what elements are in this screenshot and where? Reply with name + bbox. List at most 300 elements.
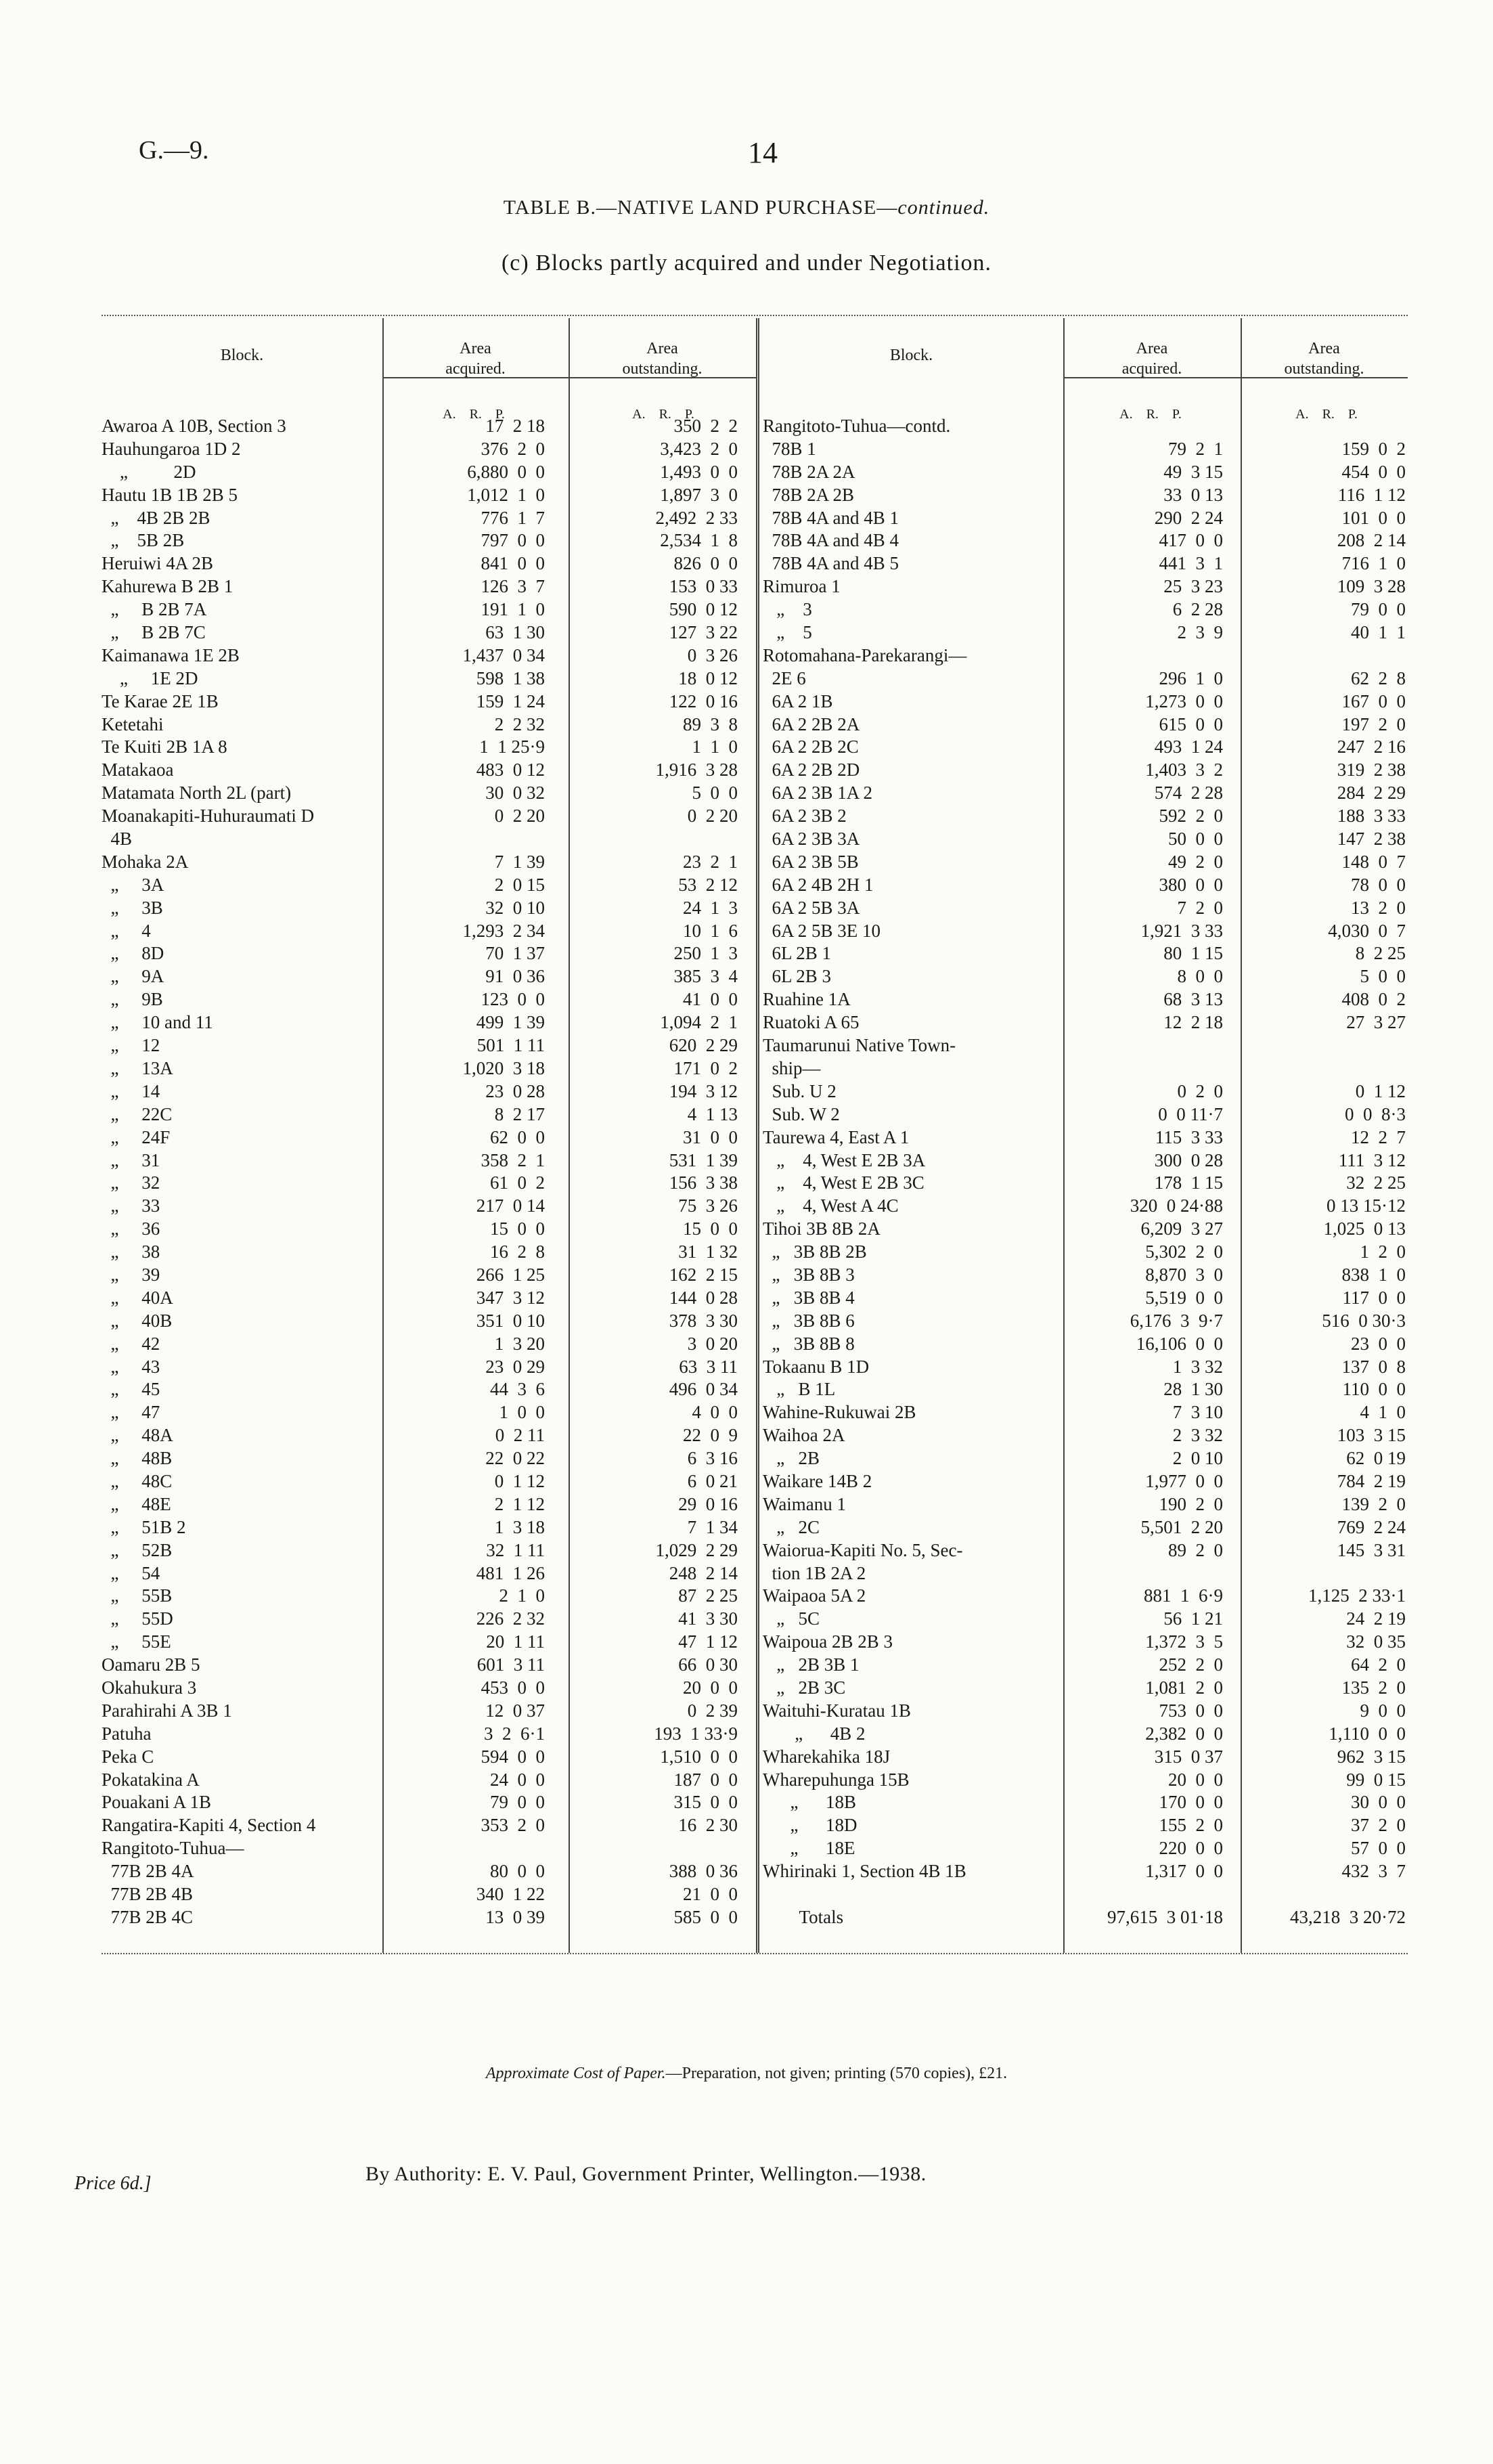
area-outstanding: 385 3 4 (673, 966, 738, 987)
area-outstanding: 1 2 0 (1360, 1241, 1406, 1262)
area-outstanding: 1,125 2 33·1 (1308, 1585, 1406, 1606)
block-name: „ 13A (102, 1057, 173, 1078)
area-outstanding: 32 2 25 (1346, 1172, 1406, 1193)
area-acquired: 170 0 0 (1159, 1792, 1223, 1813)
area-acquired: 32 1 11 (486, 1539, 545, 1560)
block-name: Wharepuhunga 15B (763, 1769, 910, 1790)
area-outstanding: 10 1 6 (683, 920, 738, 941)
table-row (763, 507, 1408, 530)
area-outstanding: 41 3 30 (678, 1608, 738, 1629)
area-acquired: 1 0 0 (499, 1402, 545, 1423)
block-name: Patuha (102, 1723, 152, 1744)
area-outstanding: 117 0 0 (1342, 1287, 1406, 1308)
block-name: „ 3B (102, 897, 163, 918)
area-acquired: 841 0 0 (481, 553, 545, 574)
table-row (763, 965, 1408, 988)
area-acquired: 300 0 28 (1154, 1149, 1223, 1170)
block-name: „ 18D (763, 1815, 857, 1836)
area-outstanding: 408 0 2 (1341, 989, 1406, 1010)
table-row (763, 1356, 1408, 1379)
block-name: Parahirahi A 3B 1 (102, 1700, 232, 1721)
area-outstanding: 193 1 33·9 (654, 1723, 738, 1744)
table-row (763, 1700, 1408, 1723)
block-name: Te Karae 2E 1B (102, 690, 219, 711)
area-acquired: 1 3 18 (494, 1516, 545, 1537)
table-row (102, 1677, 756, 1700)
block-name: „ 14 (102, 1080, 160, 1101)
block-name: 6A 2 5B 3E 10 (763, 920, 881, 941)
block-name: „ 51B 2 (102, 1516, 186, 1537)
area-outstanding: 13 2 0 (1351, 897, 1406, 918)
price-note: Price 6d.] (74, 2173, 152, 2194)
area-outstanding: 64 2 0 (1351, 1654, 1406, 1675)
area-acquired: 159 1 24 (476, 690, 545, 711)
area-acquired: 70 1 37 (485, 943, 545, 964)
col-header-acquired-right: Area acquired. (1121, 340, 1182, 378)
area-acquired: 61 0 2 (490, 1172, 545, 1193)
area-acquired: 1,273 0 0 (1145, 690, 1223, 711)
table-row (763, 1424, 1408, 1447)
area-acquired: 797 0 0 (481, 530, 545, 551)
block-name: Tihoi 3B 8B 2A (763, 1218, 881, 1239)
area-outstanding: 1,897 3 0 (660, 484, 738, 505)
area-acquired: 20 0 0 (1168, 1769, 1223, 1790)
block-name: „ 3A (102, 874, 164, 895)
table-bottom-rule (102, 1953, 1408, 1954)
block-name: „ 4 (102, 920, 151, 941)
area-outstanding: 4 1 13 (687, 1103, 738, 1124)
block-name: „ 1E 2D (102, 667, 198, 688)
cost-footnote-lead: Approximate Cost of Paper. (485, 2065, 666, 2082)
block-name: Peka C (102, 1746, 154, 1767)
area-outstanding: 122 0 16 (669, 690, 738, 711)
table-row (102, 1769, 756, 1792)
area-acquired: 91 0 36 (485, 966, 545, 987)
table-row (763, 484, 1408, 507)
block-name: Pokatakina A (102, 1769, 200, 1790)
area-acquired: 252 2 0 (1159, 1654, 1223, 1675)
block-name: Whirinaki 1, Section 4B 1B (763, 1861, 966, 1882)
table-row (102, 805, 756, 828)
block-name: Tokaanu B 1D (763, 1356, 870, 1377)
table-row (763, 1378, 1408, 1401)
area-outstanding: 315 0 0 (673, 1792, 738, 1813)
area-acquired: 97,615 3 01·18 (1107, 1906, 1223, 1927)
block-name: Matakaoa (102, 760, 174, 780)
area-acquired: 89 2 0 (1168, 1539, 1223, 1560)
block-name: Waihoa 2A (763, 1425, 845, 1446)
block-name: Awaroa A 10B, Section 3 (102, 416, 286, 436)
block-name: „ 4, West E 2B 3C (763, 1172, 924, 1193)
block-name: „ 2D (102, 461, 196, 482)
area-outstanding: 30 0 0 (1351, 1792, 1406, 1813)
area-outstanding: 5 0 0 (692, 783, 738, 804)
block-name: 6A 2 3B 5B (763, 851, 859, 872)
block-name: Ketetahi (102, 713, 164, 734)
area-outstanding: 9 0 0 (1360, 1700, 1406, 1721)
table-row (763, 1011, 1408, 1034)
table-row (102, 690, 756, 713)
block-name: Waimanu 1 (763, 1493, 847, 1514)
block-name: „ 9B (102, 989, 163, 1010)
table-row (102, 874, 756, 897)
block-name: Pouakani A 1B (102, 1792, 212, 1813)
area-outstanding: 4,030 0 7 (1328, 920, 1406, 941)
block-name: Rotomahana-Parekarangi— (763, 644, 967, 665)
area-acquired: 592 2 0 (1159, 806, 1223, 827)
table-row (102, 461, 756, 484)
area-outstanding: 620 2 29 (669, 1035, 738, 1056)
area-outstanding: 284 2 29 (1337, 783, 1406, 804)
area-outstanding: 31 0 0 (683, 1126, 738, 1147)
area-acquired: 2 2 32 (494, 713, 545, 734)
area-outstanding: 153 0 33 (669, 576, 738, 597)
block-name: 6A 2 3B 1A 2 (763, 783, 873, 804)
table-row (102, 1126, 756, 1149)
table-row (763, 1034, 1408, 1057)
block-name: Matamata North 2L (part) (102, 783, 292, 804)
block-name: Waipaoa 5A 2 (763, 1585, 866, 1606)
area-outstanding: 496 0 34 (669, 1379, 738, 1400)
area-acquired: 483 0 12 (476, 760, 545, 780)
block-name: „ 12 (102, 1035, 160, 1056)
area-acquired: 5,501 2 20 (1140, 1516, 1223, 1537)
area-outstanding: 247 2 16 (1337, 736, 1406, 757)
area-outstanding: 75 3 26 (678, 1195, 738, 1216)
area-acquired: 380 0 0 (1159, 874, 1223, 895)
area-outstanding: 1,029 2 29 (655, 1539, 738, 1560)
block-name: 78B 2A 2A (763, 461, 855, 482)
area-outstanding: 103 3 15 (1337, 1425, 1406, 1446)
block-name: „ 42 (102, 1333, 160, 1354)
table-row (102, 942, 756, 965)
block-name: 6L 2B 3 (763, 966, 831, 987)
area-acquired: 8 2 17 (494, 1103, 545, 1124)
block-name: „ 4B 2B 2B (102, 507, 210, 528)
table-row (763, 942, 1408, 965)
col-header-outstanding-left: Area outstanding. (622, 340, 703, 378)
area-outstanding: 2,492 2 33 (655, 507, 738, 528)
header-rule-left (382, 377, 756, 378)
block-name: „ 3B 8B 2B (763, 1241, 867, 1262)
area-acquired: 191 1 0 (481, 599, 545, 620)
table-row (763, 1654, 1408, 1677)
block-name: ship— (763, 1057, 821, 1078)
col-header-acquired-left: Area acquired. (445, 340, 506, 378)
area-acquired: 63 1 30 (485, 622, 545, 643)
table-row (102, 1562, 756, 1585)
block-name: 78B 4A and 4B 4 (763, 530, 899, 551)
block-name: „ 2B (763, 1448, 820, 1469)
table-row (102, 920, 756, 943)
block-name: Sub. W 2 (763, 1103, 840, 1124)
area-acquired: 23 0 28 (485, 1080, 545, 1101)
block-name: Mohaka 2A (102, 851, 189, 872)
block-name: „ 55E (102, 1631, 171, 1652)
area-outstanding: 24 2 19 (1346, 1608, 1406, 1629)
table-title-main: TABLE B.—NATIVE LAND PURCHASE— (503, 196, 898, 219)
block-name: „ 55B (102, 1585, 173, 1606)
block-name: „ 47 (102, 1402, 160, 1423)
area-outstanding: 248 2 14 (669, 1562, 738, 1583)
block-name: Taurewa 4, East A 1 (763, 1126, 910, 1147)
table-row (763, 1516, 1408, 1539)
area-outstanding: 4 0 0 (692, 1402, 738, 1423)
cost-footnote-rest: —Preparation, not given; printing (570 copies), £21. (665, 2065, 1008, 2082)
block-name: Hautu 1B 1B 2B 5 (102, 484, 238, 505)
area-outstanding: 8 2 25 (1355, 943, 1406, 964)
area-outstanding: 101 0 0 (1341, 507, 1406, 528)
table-row (763, 1539, 1408, 1562)
table-row (102, 1700, 756, 1723)
area-outstanding: 0 0 8·3 (1345, 1103, 1406, 1124)
area-outstanding: 37 2 0 (1351, 1815, 1406, 1836)
block-name: Moanakapiti-Huhuraumati D (102, 806, 315, 827)
area-acquired: 155 2 0 (1159, 1815, 1223, 1836)
area-outstanding: 516 0 30·3 (1322, 1310, 1406, 1331)
block-name: „ 24F (102, 1126, 171, 1147)
area-acquired: 1,020 3 18 (462, 1057, 545, 1078)
area-outstanding: 716 1 0 (1341, 553, 1406, 574)
area-acquired: 1,317 0 0 (1145, 1861, 1223, 1882)
area-acquired: 2 1 12 (494, 1493, 545, 1514)
area-outstanding: 0 13 15·12 (1327, 1195, 1406, 1216)
block-name: „ 18B (763, 1792, 856, 1813)
area-acquired: 8 0 0 (1177, 966, 1223, 987)
table-row (763, 1791, 1408, 1814)
table-row (102, 965, 756, 988)
table-row (763, 1860, 1408, 1883)
table-row (102, 1516, 756, 1539)
area-acquired: 1,372 3 5 (1145, 1631, 1223, 1652)
table-row (763, 1080, 1408, 1103)
block-name: 6A 2 2B 2D (763, 760, 860, 780)
table-row (102, 1057, 756, 1080)
block-name: „ 48A (102, 1425, 173, 1446)
block-name: 77B 2B 4B (102, 1884, 194, 1904)
area-acquired: 1,977 0 0 (1145, 1470, 1223, 1491)
table-row (763, 1401, 1408, 1424)
area-acquired: 33 0 13 (1163, 484, 1223, 505)
area-outstanding: 1,916 3 28 (655, 760, 738, 780)
area-outstanding: 79 0 0 (1351, 599, 1406, 620)
block-name: „ 40A (102, 1287, 173, 1308)
block-name: „ 39 (102, 1264, 160, 1285)
table-row (102, 782, 756, 805)
area-acquired: 290 2 24 (1154, 507, 1223, 528)
table-row (763, 1723, 1408, 1746)
table-row (763, 1103, 1408, 1126)
block-name: „ 48B (102, 1448, 173, 1469)
block-name: „ 4, West E 2B 3A (763, 1149, 926, 1170)
area-acquired: 226 2 32 (476, 1608, 545, 1629)
area-outstanding: 21 0 0 (683, 1884, 738, 1904)
table-row (102, 644, 756, 667)
area-outstanding: 585 0 0 (673, 1906, 738, 1927)
area-acquired: 376 2 0 (481, 438, 545, 459)
table-row (102, 1424, 756, 1447)
table-row (763, 736, 1408, 759)
block-name: „ 33 (102, 1195, 160, 1216)
block-name: „ 3B 8B 8 (763, 1333, 855, 1354)
block-name: 77B 2B 4C (102, 1906, 194, 1927)
area-acquired: 499 1 39 (476, 1012, 545, 1033)
block-name: „ 5B 2B (102, 530, 185, 551)
area-outstanding: 89 3 8 (683, 713, 738, 734)
block-name: Hauhungaroa 1D 2 (102, 438, 241, 459)
area-outstanding: 5 0 0 (1360, 966, 1406, 987)
area-outstanding: 87 2 25 (678, 1585, 738, 1606)
block-name: „ 36 (102, 1218, 160, 1239)
area-acquired: 1,921 3 33 (1140, 920, 1223, 941)
table-row (102, 1723, 756, 1746)
area-acquired: 358 2 1 (481, 1149, 545, 1170)
area-outstanding: 29 0 16 (678, 1493, 738, 1514)
area-outstanding: 531 1 39 (669, 1149, 738, 1170)
area-outstanding: 194 3 12 (669, 1080, 738, 1101)
area-outstanding: 0 2 20 (687, 806, 738, 827)
area-outstanding: 171 0 2 (673, 1057, 738, 1078)
area-acquired: 493 1 24 (1154, 736, 1223, 757)
table-row (763, 1677, 1408, 1700)
block-name: „ 9A (102, 966, 164, 987)
block-name: Ruatoki A 65 (763, 1012, 860, 1033)
area-outstanding: 1,094 2 1 (660, 1012, 738, 1033)
area-acquired: 3 2 6·1 (484, 1723, 545, 1744)
area-acquired: 44 3 6 (490, 1379, 545, 1400)
area-outstanding: 826 0 0 (673, 553, 738, 574)
page-ref: G.—9. (139, 136, 209, 164)
table-row (763, 598, 1408, 621)
block-name: „ 8D (102, 943, 164, 964)
area-outstanding: 3,423 2 0 (660, 438, 738, 459)
block-name: Wahine-Rukuwai 2B (763, 1402, 916, 1423)
block-name: „ 22C (102, 1103, 173, 1124)
area-acquired: 340 1 22 (476, 1884, 545, 1904)
area-outstanding: 167 0 0 (1341, 690, 1406, 711)
table-row (102, 529, 756, 552)
table-row (763, 621, 1408, 644)
area-outstanding: 147 2 38 (1337, 829, 1406, 850)
table-row (102, 621, 756, 644)
table-row (763, 1264, 1408, 1287)
area-acquired: 417 0 0 (1159, 530, 1223, 551)
table-row (763, 828, 1408, 851)
area-outstanding: 62 2 8 (1351, 667, 1406, 688)
area-acquired: 30 0 32 (485, 783, 545, 804)
table-row (102, 1883, 756, 1906)
table-row (763, 1218, 1408, 1241)
block-name: „ 45 (102, 1379, 160, 1400)
area-outstanding: 32 0 35 (1346, 1631, 1406, 1652)
area-outstanding: 962 3 15 (1337, 1746, 1406, 1767)
area-outstanding: 18 0 12 (678, 667, 738, 688)
block-name: 78B 1 (763, 438, 816, 459)
area-outstanding: 43,218 3 20·72 (1290, 1906, 1406, 1927)
table-title (0, 196, 1493, 219)
block-name: 78B 4A and 4B 1 (763, 507, 899, 528)
block-name: Waipoua 2B 2B 3 (763, 1631, 893, 1652)
area-acquired: 2 3 9 (1177, 622, 1223, 643)
area-outstanding: 116 1 12 (1337, 484, 1406, 505)
area-outstanding: 47 1 12 (678, 1631, 738, 1652)
area-acquired: 481 1 26 (476, 1562, 545, 1583)
table-row (763, 552, 1408, 575)
block-name: „ 10 and 11 (102, 1012, 213, 1033)
area-acquired: 7 3 10 (1172, 1402, 1223, 1423)
block-name: Heruiwi 4A 2B (102, 553, 213, 574)
table-row (763, 1493, 1408, 1516)
area-acquired: 15 0 0 (490, 1218, 545, 1239)
area-acquired: 115 3 33 (1155, 1126, 1223, 1147)
area-outstanding: 4 1 0 (1360, 1402, 1406, 1423)
table-row (102, 713, 756, 736)
area-outstanding: 1 1 0 (692, 736, 738, 757)
area-outstanding: 159 0 2 (1341, 438, 1406, 459)
table-row (102, 1654, 756, 1677)
block-name: 6A 2 5B 3A (763, 897, 860, 918)
authority-line: By Authority: E. V. Paul, Government Printer, Wellington.—1938. (365, 2163, 927, 2185)
area-acquired: 217 0 14 (476, 1195, 545, 1216)
table-row (102, 1608, 756, 1631)
col-header-block-right: Block. (889, 347, 933, 364)
area-outstanding: 27 3 27 (1346, 1012, 1406, 1033)
table-row (102, 1585, 756, 1608)
area-outstanding: 784 2 19 (1337, 1470, 1406, 1491)
area-outstanding: 24 1 3 (683, 897, 738, 918)
table-row (763, 897, 1408, 920)
table-row (102, 1837, 756, 1860)
area-acquired: 28 1 30 (1163, 1379, 1223, 1400)
area-outstanding: 127 3 22 (669, 622, 738, 643)
block-name: Sub. U 2 (763, 1080, 837, 1101)
area-acquired: 12 2 18 (1163, 1012, 1223, 1033)
area-acquired: 1,012 1 0 (467, 484, 545, 505)
area-outstanding: 838 1 0 (1341, 1264, 1406, 1285)
block-name: 4B (102, 829, 133, 850)
block-name: Kaimanawa 1E 2B (102, 644, 240, 665)
table-row (102, 1493, 756, 1516)
area-acquired: 5,302 2 0 (1145, 1241, 1223, 1262)
block-name: „ 3B 8B 6 (763, 1310, 855, 1331)
area-acquired: 16,106 0 0 (1136, 1333, 1223, 1354)
area-acquired: 50 0 0 (1168, 829, 1223, 850)
land-purchase-table (102, 315, 1408, 1953)
block-name: 77B 2B 4A (102, 1861, 194, 1882)
area-outstanding: 3 0 20 (687, 1333, 738, 1354)
area-acquired: 6,209 3 27 (1140, 1218, 1223, 1239)
area-acquired: 220 0 0 (1159, 1838, 1223, 1859)
area-outstanding: 12 2 7 (1351, 1126, 1406, 1147)
area-outstanding: 454 0 0 (1341, 461, 1406, 482)
area-acquired: 0 2 20 (494, 806, 545, 827)
area-outstanding: 590 0 12 (669, 599, 738, 620)
area-acquired: 574 2 28 (1154, 783, 1223, 804)
area-acquired: 0 2 0 (1177, 1080, 1223, 1101)
table-row (763, 782, 1408, 805)
table-row (102, 1814, 756, 1837)
area-acquired: 881 1 6·9 (1144, 1585, 1223, 1606)
table-row (102, 1287, 756, 1310)
table-row (102, 1241, 756, 1264)
block-name: 6A 2 1B (763, 690, 833, 711)
center-double-rule (756, 318, 759, 1953)
table-row (102, 828, 756, 851)
block-name: Rimuroa 1 (763, 576, 841, 597)
area-outstanding: 6 3 16 (687, 1448, 738, 1469)
area-acquired: 266 1 25 (476, 1264, 545, 1285)
block-name: „ 55D (102, 1608, 173, 1629)
